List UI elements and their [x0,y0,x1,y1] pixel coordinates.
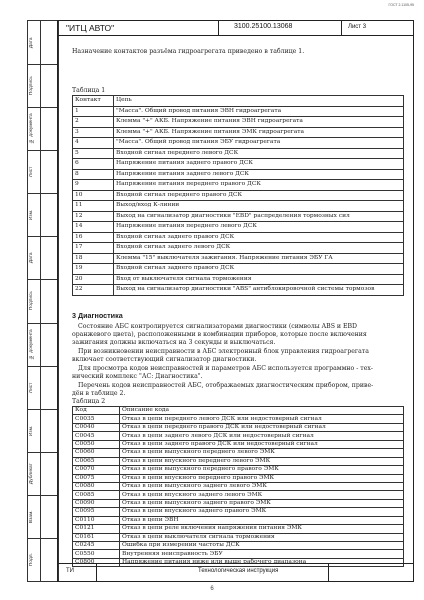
table-cell-key: 11 [73,201,114,212]
table-cell-value: Входной сигнал переднего левого ДСК [114,148,404,159]
side-stamp-label: № документа [29,329,34,359]
table-cell-key: C0035 [73,415,120,423]
table-row [73,138,404,149]
table-cell-value: Выход на сигнализатор диагностики "EBD" распределения тормозных сил [114,211,404,222]
contacts-table [72,95,404,296]
table-cell-key: 22 [73,285,114,296]
table-row [73,106,404,117]
table-cell-value: Выход на сигнализатор диагностики "ABS" антиблокировочной системы тормозов [114,285,404,296]
table2-caption: Таблица 2 [72,398,106,405]
table-cell-value: Напряжение питания заднего правого ДСК [114,159,404,170]
table-cell-value: "Масса". Общий провод питания ЭВН гидроагрегата [114,106,404,117]
table-cell-value: Отказ в цепи реле включения напряжения питания ЭМК [120,525,404,533]
side-stamp-label: Дата [29,252,34,264]
table-cell-key: 12 [73,211,114,222]
table-row [73,148,404,159]
table-cell-value: Отказ в цепи переднего правого ДСК или недостоверный сигнал [120,423,404,431]
table-row [73,474,404,482]
side-stamp [27,20,59,582]
column-header: Цепь [114,96,404,107]
organization-name: "ИТЦ АВТО" [66,22,115,33]
sheet-number: Лист 3 [348,23,367,30]
paragraph-line: включает соответствующий сигнализатор диагностики. [72,356,257,363]
table-row [73,533,404,541]
table-row [73,232,404,243]
table-cell-key: C0080 [73,482,120,490]
table-cell-key: 19 [73,264,114,275]
table-cell-value: Отказ в цепи впускного заднего левого ЭМК [120,491,404,499]
table-cell-value: "Масса". Общий провод питания ЭБУ гидроагрегата [114,138,404,149]
table-row [73,169,404,180]
table-cell-key: 3 [73,127,114,138]
table-row [73,516,404,524]
table-cell-key: 8 [73,169,114,180]
table-cell-key: C0045 [73,432,120,440]
table-cell-key: C0550 [73,550,120,558]
table-cell-key: C0161 [73,533,120,541]
table-cell-value: Отказ в цепи выпускного переднего левого ЭМК [120,449,404,457]
table-cell-value: Входной сигнал переднего правого ДСК [114,190,404,201]
paragraph-line: Перечень кодов неисправностей АБС, отображаемых диагностическим прибором, приве- [78,382,374,389]
paragraph-line: дён в таблице 2. [72,390,126,397]
table-cell-key: 16 [73,232,114,243]
table-cell-key: 17 [73,243,114,254]
table-cell-key: 2 [73,117,114,128]
column-header: Описание кода [120,407,404,415]
side-stamp-label: Изм. [29,209,34,220]
table-row [73,264,404,275]
side-stamp-label: Лист [29,166,34,177]
table-cell-value: Выход/вход К-линии [114,201,404,212]
table-cell-value: Напряжение питания переднего левого ДСК [114,222,404,233]
table-row [73,159,404,170]
table-row [73,457,404,465]
side-stamp-label: Лист [29,381,34,393]
table-cell-key: C0070 [73,466,120,474]
table-cell-value: Отказ в цепи впускного заднего правого ЭМК [120,508,404,516]
table-row [73,542,404,550]
side-stamp-label: Дубликат [29,462,34,484]
intro-text: Назначение контактов разъёма гидроагрегата приведено в таблице 1. [72,48,305,55]
table-cell-key: C0095 [73,508,120,516]
side-stamp-label: Дата [29,37,34,48]
table-row [73,190,404,201]
table-cell-key: C0075 [73,474,120,482]
table-row [73,449,404,457]
paragraph-line: оранжевого цвета), расположенными в комбинации приборов, которые после включения [72,331,367,338]
table-cell-value: Входной сигнал заднего правого ДСК [114,264,404,275]
table-cell-key: 10 [73,190,114,201]
table-cell-value: Отказ в цепи выпускного заднего правого ЭМК [120,499,404,507]
column-header: Контакт [73,96,114,107]
table-row [73,491,404,499]
table-cell-value: Клемма "+" АКБ. Напряжение питания ЭМК гидроагрегата [114,127,404,138]
table-cell-key: 20 [73,274,114,285]
table-cell-key: 14 [73,222,114,233]
side-stamp-label: Подпись [29,76,34,96]
table-cell-key: 4 [73,138,114,149]
paragraph-line: Состояние АБС контролируется сигнализаторами диагностики (символы ABS и EBD [78,323,358,330]
table-header-row [73,407,404,415]
footer-doc-type: ТИ [66,568,74,574]
table-cell-value: Отказ в цепи заднего левого ДСК или недостоверный сигнал [120,432,404,440]
table-cell-value: Отказ в цепи впускного переднего левого ЭМК [120,457,404,465]
table-cell-value: Отказ в цепи ЭВН [120,516,404,524]
table-cell-key: 18 [73,253,114,264]
table-cell-value: Ошибка при измерении частоты ДСК [120,542,404,550]
table-cell-value: Отказ в цепи переднего левого ДСК или недостоверный сигнал [120,415,404,423]
paragraph-line: зажигания должны включаться на 3 секунды и выключаться. [72,339,276,346]
table-row [73,117,404,128]
title-block-header [58,21,413,36]
table-cell-value: Отказ в цепи выпускного заднего левого ЭМК [120,482,404,490]
page-number: 6 [210,586,214,592]
table-cell-key: C0090 [73,499,120,507]
fault-codes-table [72,406,404,567]
table-row [73,432,404,440]
paragraph-line: При возникновении неисправности в АБС электронный блок управления гидроагрегата [78,348,369,355]
table-cell-key: C0121 [73,525,120,533]
table-row [73,127,404,138]
table-cell-value: Внутренняя неисправность ЭБУ [120,550,404,558]
table-cell-value: Напряжение питания ниже или выше рабочего диапазона [120,558,404,566]
table-row [73,482,404,490]
side-stamp-label: Взам. [29,510,34,523]
page-frame [57,20,414,582]
table-cell-key: C0110 [73,516,120,524]
table-row [73,499,404,507]
table-row [73,423,404,431]
table-row [73,550,404,558]
table-row [73,180,404,191]
section-title: 3 Диагностика [72,311,123,320]
table-cell-key: C0245 [73,542,120,550]
gost-mark: ГОСТ 2.1105-95 [388,3,414,7]
table-cell-value: Отказ в цепи заднего правого ДСК или недостоверный сигнал [120,440,404,448]
table-cell-key: 6 [73,159,114,170]
footer-title: Технологическая инструкция [198,568,279,574]
table-row [73,440,404,448]
table-cell-key: C0050 [73,440,120,448]
table-cell-key: C0060 [73,449,120,457]
table-cell-key: 1 [73,106,114,117]
table-cell-key: C0085 [73,491,120,499]
table-row [73,253,404,264]
table-cell-value: Вход от выключателя сигнала торможения [114,274,404,285]
table-cell-value: Клемма "+" АКБ. Напряжение питания ЭВН гидроагрегата [114,117,404,128]
paragraph-line: нический комплекс "АС: Диагностика". [72,373,203,380]
table-cell-value: Входной сигнал заднего правого ДСК [114,232,404,243]
table-row [73,415,404,423]
table-cell-key: C0040 [73,423,120,431]
table-cell-value: Входной сигнал заднего левого ДСК [114,243,404,254]
table-cell-value: Напряжение питания переднего правого ДСК [114,180,404,191]
table-row [73,508,404,516]
table-cell-value: Отказ в цепи впускного переднего правого ЭМК [120,474,404,482]
table-cell-key: C0065 [73,457,120,465]
table-cell-value: Клемма "15" выключателя зажигания. Напряжение питания ЭБУ ГА [114,253,404,264]
table-row [73,466,404,474]
table-cell-key: 9 [73,180,114,191]
table-cell-key: 5 [73,148,114,159]
table-row [73,211,404,222]
table-row [73,285,404,296]
side-stamp-label: № документа [29,113,34,144]
title-block-footer [58,563,413,581]
table-cell-value: Отказ в цепи выпускного переднего правого ЭМК [120,466,404,474]
table-cell-key: C0800 [73,558,120,566]
table-row [73,222,404,233]
document-code: 3100.25100.13068 [234,23,293,30]
table-cell-value: Отказ в цепи выключателя сигнала торможения [120,533,404,541]
side-stamp-label: Изм. [29,425,34,436]
table-row [73,274,404,285]
table-row [73,243,404,254]
table-header-row [73,96,404,107]
side-stamp-label: Подл. [29,552,34,566]
table-row [73,525,404,533]
table-cell-value: Напряжение питания заднего левого ДСК [114,169,404,180]
table-row [73,201,404,212]
column-header: Код [73,407,120,415]
side-stamp-label: Подпись [29,291,34,311]
paragraph-line: Для просмотра кодов неисправностей и параметров АБС используется программно - тех- [78,365,373,372]
table1-caption: Таблица 1 [72,87,106,94]
